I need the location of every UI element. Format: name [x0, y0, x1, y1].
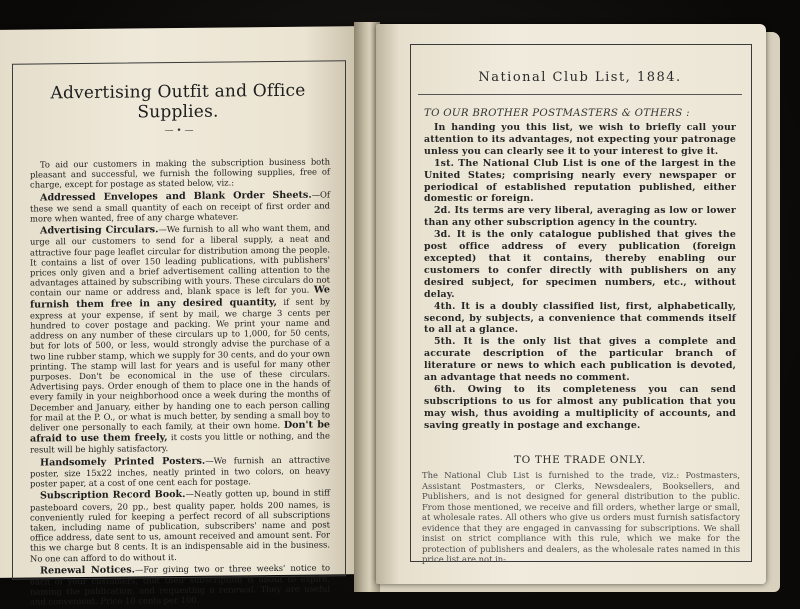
- advantage-paragraph: 2d. Its terms are very liberal, averaging as low or lower than any other subscription agency in the country.: [424, 205, 736, 229]
- section-circulars: [30, 223, 330, 456]
- section-body: —Neatly gotten up, bound in stiff pasteboard covers, 20 pp., best quality paper, holds 200 names, is conveniently ruled for keeping a perfect record of all subscriptions taken, including name of publication, subscribers' name and post office address, date sent to us, amount received and amount sent. For this we charge but 8 cents. It is an indispensable aid in the business. No one can afford to do without it.: [30, 487, 330, 564]
- section-heading: Handsomely Printed Posters.: [40, 455, 206, 469]
- section-heading: Don't be afraid to use them freely,: [30, 419, 331, 445]
- section-heading: Subscription Record Book.: [40, 489, 186, 502]
- left-page-title: Advertising Outfit and Office Supplies.: [50, 80, 306, 123]
- salutation: TO OUR BROTHER POSTMASTERS & OTHERS :: [424, 108, 690, 119]
- advantage-paragraph: 3d. It is the only catalogue published that gives the post office address of every publication (foreign excepted) that it contains, thereby enabling our customers to confer directly with publishers on any desired subject, for specimen numbers, etc., without delay.: [424, 229, 736, 300]
- right-page-title: National Club List, 1884.: [478, 70, 682, 85]
- intro-paragraph: To aid our customers in making the subscription business both pleasant and successful, we furnish the following supplies, free of charge, except for postage as stated below, viz.:: [30, 156, 330, 190]
- section-body: it costs you little or nothing, and the result will be highly satisfactory.: [30, 430, 330, 456]
- open-booklet: [0, 12, 790, 607]
- ornament-divider: — • —: [164, 125, 194, 137]
- section-envelopes: [30, 189, 330, 224]
- section-body: if sent by express at your expense, if sent by mail, we charge 3 cents per hundred to cover postage and packing. We print your name and address on any number of these circulars up to 1,000, for 50 cents, but for lots of 500, or less, would strongly advise the purchase of a two line rubber stamp, which we supply for 30 cents, and do your own printing. The stamp will last for years and is useful for many other purposes. Don't be economical in the use of these circulars. Advertising pays. Order enough of them to place one in the hands of every family in your neighborhood once a week during the months of December and January, either by handing one to each person calling for mail at the P. O., or what is much better, by sending a small boy to deliver one personally to each family, at their own home.: [30, 296, 330, 433]
- advantage-paragraph: In handing you this list, we wish to briefly call your attention to its advantages, not expecting your patronage unless you can clearly see it to your interest to give it.: [424, 122, 736, 157]
- left-page: [0, 26, 358, 607]
- section-record-book: [30, 488, 330, 564]
- section-body: —Of these we send a small quantity of each on receipt of first order and more when wanted, free of any charge whatever.: [30, 189, 330, 224]
- trade-text: The National Club List is furnished to the trade, viz.: Postmasters, Assistant Postmasters, or Clerks, Newsdealers, Booksellers, and Publishers, and is not designed for general distribution to the public. From those mentioned, we receive and fill orders, whether large or small, at wholesale rates. All others who give us orders must furnish satisfactory evidence that they are engaged in canvassing for subscriptions. We shall insist on strict compliance with this rule, which we make for the protection of publishers and dealers, as the wholesale rates named in this price list are not in-: [422, 470, 740, 564]
- advantage-paragraph: 6th. Owing to its completeness you can send subscriptions to us for almost any publication that you may wish, thus avoiding a multiplicity of accounts, and saving greatly in postage and exchange.: [424, 383, 736, 431]
- section-heading: Renewal Notices.: [40, 564, 135, 577]
- advantages-list: [424, 122, 736, 432]
- right-page: [376, 24, 766, 584]
- advantage-paragraph: 5th. It is the only list that gives a complete and accurate description of the particular branch of literature or news to which each publication is devoted, an advantage that needs no comment.: [424, 336, 736, 384]
- left-page-body: [30, 156, 330, 609]
- title-rule: [418, 94, 742, 95]
- advantage-paragraph: 4th. It is a doubly classified list, first, alphabetically, second, by subjects, a convenience that commends itself to all at a glance.: [424, 300, 736, 336]
- advantage-paragraph: 1st. The National Club List is one of the largest in the United States; comprising nearly every newspaper or periodical of established reputation published, either domestic or foreign.: [424, 157, 736, 205]
- section-body: —We furnish to all who want them, and urge all our customers to send for a liberal supply, a neat and attractive four page leaflet circular for distribution among the people. It contains a list of over 150 leading publications, with publishers' prices only given and a brief advertisement calling attention to the advantages attained by subscribing with yours. These circulars do not contain our name or address and, blank space is left for you.: [30, 222, 330, 298]
- section-heading: We furnish them free in any desired quantity,: [30, 284, 330, 311]
- section-renewal: [30, 562, 330, 607]
- section-heading: Advertising Circulars.: [40, 224, 159, 237]
- section-body: —For giving two or three weeks' notice to each of your customers, that their subscription is about to expire, naming the publication, and requesting a renewal. They are useful and convenient. Price 10 cents per 100.: [30, 562, 330, 607]
- section-heading: Addressed Envelopes and Blank Order Sheets.: [40, 189, 312, 204]
- section-posters: [30, 454, 330, 489]
- section-body: —We furnish an attractive poster, size 15x22 inches, neatly printed in two colors, on heavy poster paper, at a cost of one cent each for postage.: [30, 454, 330, 489]
- trade-heading: TO THE TRADE ONLY.: [514, 454, 646, 466]
